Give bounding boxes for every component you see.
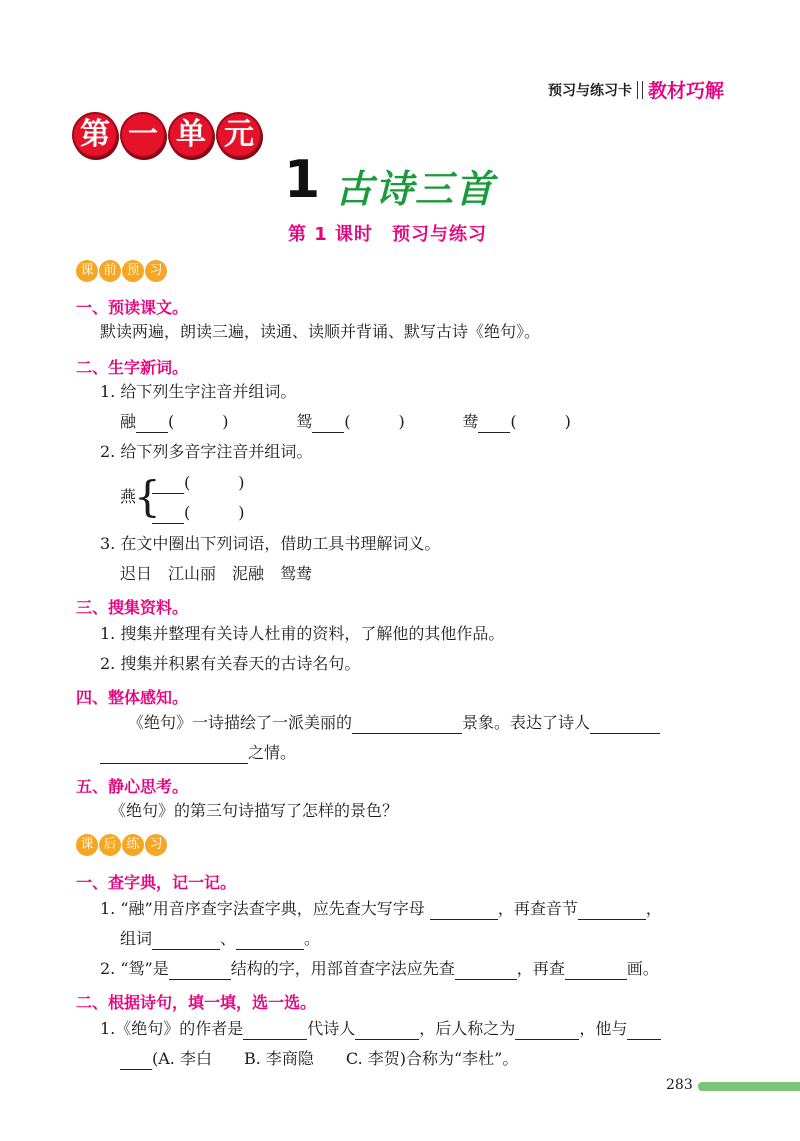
- fill-line: [128, 712, 660, 734]
- text: 。: [304, 929, 321, 948]
- fill-line: [120, 1048, 518, 1070]
- section-title: 二、根据诗句，填一填，选一选。: [76, 993, 317, 1012]
- unit-char: 第: [72, 112, 118, 158]
- poly-row: [152, 502, 245, 524]
- text: 之情。: [248, 743, 297, 762]
- section-title: 三、搜集资料。: [76, 598, 189, 617]
- answer-blank[interactable]: [627, 1021, 661, 1040]
- tag-char: 预: [122, 260, 144, 282]
- char: 融: [120, 412, 137, 431]
- pinyin-blank[interactable]: [312, 414, 344, 433]
- answer-blank[interactable]: [152, 931, 220, 950]
- answer-blank[interactable]: [430, 901, 498, 920]
- after-class-tag: [76, 834, 168, 856]
- fill-line: [100, 742, 296, 764]
- lesson-title: 古诗三首: [335, 166, 496, 211]
- text: 《绝句》一诗描绘了一派美丽的: [128, 713, 353, 732]
- answer-blank[interactable]: [590, 715, 660, 734]
- word-paren[interactable]: ( ): [510, 412, 571, 431]
- answer-blank[interactable]: [169, 961, 231, 980]
- question: 1. 给下列生字注音并组词。: [100, 382, 297, 401]
- lesson-number: 1: [284, 150, 321, 210]
- question: 3. 在文中圈出下列词语，借助工具书理解词义。: [100, 534, 441, 553]
- session-title: 第 1 课时 预习与练习: [288, 224, 488, 245]
- pinyin-blank[interactable]: [136, 414, 168, 433]
- preview-tag: [76, 260, 168, 282]
- answer-blank[interactable]: [355, 1021, 419, 1040]
- answer-blank[interactable]: [515, 1021, 579, 1040]
- footer-bar: [698, 1082, 800, 1091]
- section-title: 五、静心思考。: [76, 777, 189, 796]
- text: ，后人称之为: [419, 1019, 516, 1038]
- text: ，再查: [516, 959, 565, 978]
- answer-blank[interactable]: [565, 961, 627, 980]
- running-header: [548, 76, 724, 103]
- header-label: 预习与练习卡: [547, 82, 632, 99]
- question: 2. 搜集并积累有关春天的古诗名句。: [100, 654, 361, 673]
- text: ，再查音节: [497, 899, 578, 918]
- pinyin-blank[interactable]: [152, 475, 184, 494]
- text: 景象。表达了诗人: [462, 713, 591, 732]
- word-paren[interactable]: ( ): [344, 412, 405, 431]
- text: 1. “融”用音序查字法查字典，应先查大写字母: [100, 899, 425, 918]
- word-paren[interactable]: ( ): [184, 503, 245, 522]
- section-title: 四、整体感知。: [76, 688, 189, 707]
- section-title: 二、生字新词。: [76, 358, 189, 377]
- text: 结构的字，用部首查字法应先查: [230, 959, 455, 978]
- question: 《绝句》的第三句诗描写了怎样的景色？: [110, 801, 399, 820]
- pinyin-blank[interactable]: [478, 414, 510, 433]
- answer-blank[interactable]: [236, 931, 304, 950]
- tag-char: 练: [122, 834, 144, 856]
- pinyin-blank[interactable]: [152, 505, 184, 524]
- section-title: 一、预读课文。: [76, 298, 189, 317]
- fill-line: [100, 898, 662, 920]
- tag-char: 前: [99, 260, 121, 282]
- word-paren[interactable]: ( ): [168, 412, 229, 431]
- tag-char: 习: [145, 834, 167, 856]
- char: 鸯: [462, 412, 479, 431]
- answer-blank[interactable]: [243, 1021, 307, 1040]
- answer-blank[interactable]: [352, 715, 462, 734]
- fill-line: [120, 928, 320, 950]
- text: (A. 李白 B. 李商隐 C. 李贺)合称为“李杜”。: [152, 1049, 519, 1068]
- header-brand: 教材巧解: [647, 80, 724, 102]
- tag-char: 课: [76, 260, 98, 282]
- section-title: 一、查字典，记一记。: [76, 873, 237, 892]
- unit-title: [72, 112, 264, 158]
- fill-line: [100, 1018, 661, 1040]
- tag-char: 习: [145, 260, 167, 282]
- tag-char: 课: [76, 834, 98, 856]
- text: 组词: [120, 929, 153, 948]
- tag-char: 后: [99, 834, 121, 856]
- char: 鸳: [296, 412, 313, 431]
- char-row: [120, 411, 580, 433]
- poly-row: [152, 472, 245, 494]
- text: ，他与: [579, 1019, 628, 1038]
- text: ，: [645, 899, 662, 918]
- answer-blank[interactable]: [100, 745, 248, 764]
- question: 2. 给下列多音字注音并组词。: [100, 442, 313, 461]
- fill-line: [100, 958, 659, 980]
- text: 、: [220, 929, 237, 948]
- poly-char: 燕: [120, 487, 137, 506]
- unit-char: 单: [168, 112, 214, 158]
- word-paren[interactable]: ( ): [184, 473, 245, 492]
- text: 1.《绝句》的作者是: [100, 1019, 244, 1038]
- page-number: 283: [666, 1077, 693, 1093]
- text: 代诗人: [307, 1019, 356, 1038]
- header-divider: [637, 81, 643, 99]
- answer-blank[interactable]: [455, 961, 517, 980]
- text: 画。: [626, 959, 659, 978]
- word-list: 迟日 江山丽 泥融 鸳鸯: [120, 564, 313, 583]
- question: 1. 搜集并整理有关诗人杜甫的资料，了解他的其他作品。: [100, 624, 505, 643]
- unit-char: 元: [216, 112, 262, 158]
- answer-blank[interactable]: [120, 1051, 152, 1070]
- unit-char: 一: [120, 112, 166, 158]
- section-text: 默读两遍，朗读三遍，读通、读顺并背诵、默写古诗《绝句》。: [100, 322, 541, 341]
- answer-blank[interactable]: [578, 901, 646, 920]
- text: 2. “鸳”是: [100, 959, 169, 978]
- brace: {: [134, 472, 161, 521]
